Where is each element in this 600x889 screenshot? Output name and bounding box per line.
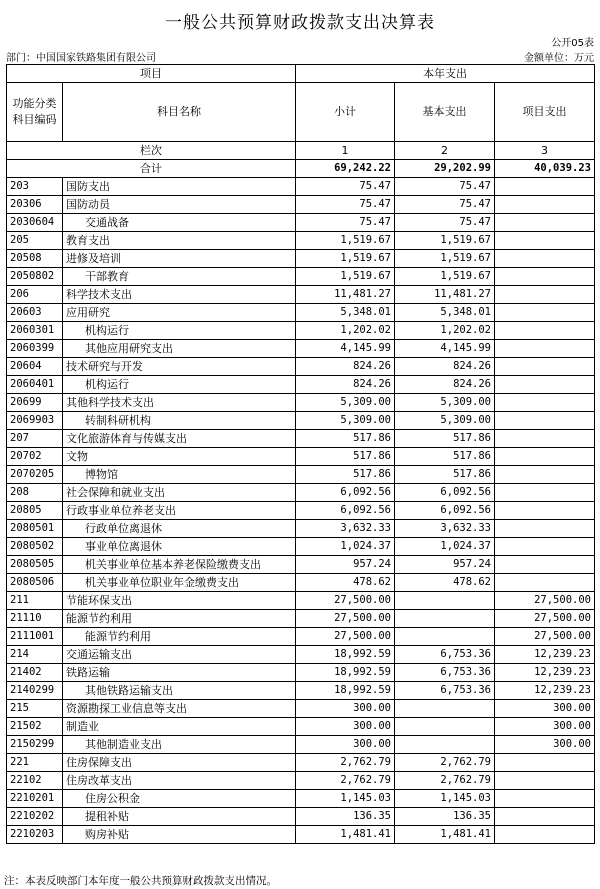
table-row	[7, 700, 595, 718]
row-code: 20603	[7, 304, 63, 322]
table-row	[7, 592, 595, 610]
row-subject-name: 能源节约利用	[63, 610, 296, 628]
row-basic: 478.62	[395, 574, 495, 592]
row-subject-name: 干部教育	[63, 268, 296, 286]
row-basic: 1,202.02	[395, 322, 495, 340]
row-basic: 4,145.99	[395, 340, 495, 358]
table-row	[7, 214, 595, 232]
row-basic: 1,519.67	[395, 268, 495, 286]
table-row	[7, 610, 595, 628]
row-basic: 6,092.56	[395, 484, 495, 502]
row-code: 2070205	[7, 466, 63, 484]
row-project	[495, 466, 595, 484]
row-project	[495, 304, 595, 322]
expenditure-table	[6, 64, 595, 844]
row-subtotal: 75.47	[296, 214, 395, 232]
row-code: 2060401	[7, 376, 63, 394]
row-basic: 824.26	[395, 358, 495, 376]
department-label: 部门：中国国家铁路集团有限公司	[6, 53, 156, 64]
row-subject-name: 国防动员	[63, 196, 296, 214]
total-subtotal: 69,242.22	[296, 160, 395, 178]
column-index-label: 栏次	[7, 142, 296, 160]
table-row	[7, 520, 595, 538]
row-subtotal: 517.86	[296, 430, 395, 448]
row-project: 27,500.00	[495, 628, 595, 646]
row-subject-name: 其他铁路运输支出	[63, 682, 296, 700]
row-code: 208	[7, 484, 63, 502]
table-row	[7, 196, 595, 214]
row-subject-name: 节能环保支出	[63, 592, 296, 610]
row-subject-name: 机构运行	[63, 376, 296, 394]
row-subject-name: 能源节约利用	[63, 628, 296, 646]
row-project	[495, 214, 595, 232]
row-basic: 1,024.37	[395, 538, 495, 556]
row-subject-name: 技术研究与开发	[63, 358, 296, 376]
row-subtotal: 1,519.67	[296, 250, 395, 268]
row-code: 2111001	[7, 628, 63, 646]
row-project	[495, 340, 595, 358]
row-subtotal: 517.86	[296, 448, 395, 466]
row-subtotal: 478.62	[296, 574, 395, 592]
row-subtotal: 5,348.01	[296, 304, 395, 322]
row-subject-name: 机关事业单位基本养老保险缴费支出	[63, 556, 296, 574]
row-basic: 75.47	[395, 178, 495, 196]
row-project: 27,500.00	[495, 610, 595, 628]
row-subject-name: 科学技术支出	[63, 286, 296, 304]
row-subject-name: 铁路运输	[63, 664, 296, 682]
row-subject-name: 文化旅游体育与传媒支出	[63, 430, 296, 448]
row-code: 20702	[7, 448, 63, 466]
row-basic	[395, 592, 495, 610]
row-basic: 136.35	[395, 808, 495, 826]
row-subject-name: 教育支出	[63, 232, 296, 250]
row-project	[495, 178, 595, 196]
row-code: 2060301	[7, 322, 63, 340]
table-row	[7, 574, 595, 592]
row-subject-name: 其他科学技术支出	[63, 394, 296, 412]
row-project	[495, 790, 595, 808]
row-subtotal: 27,500.00	[296, 592, 395, 610]
row-project	[495, 430, 595, 448]
row-subject-name: 其他制造业支出	[63, 736, 296, 754]
row-project	[495, 808, 595, 826]
row-basic: 5,309.00	[395, 412, 495, 430]
row-code: 211	[7, 592, 63, 610]
row-code: 214	[7, 646, 63, 664]
row-subtotal: 5,309.00	[296, 412, 395, 430]
footnote: 注：本表反映部门本年度一般公共预算财政拨款支出情况。	[4, 875, 277, 887]
row-code: 2080506	[7, 574, 63, 592]
row-subtotal: 18,992.59	[296, 646, 395, 664]
row-code: 21502	[7, 718, 63, 736]
row-code: 2210201	[7, 790, 63, 808]
row-basic: 3,632.33	[395, 520, 495, 538]
table-row	[7, 358, 595, 376]
row-subtotal: 75.47	[296, 196, 395, 214]
row-subject-name: 国防支出	[63, 178, 296, 196]
row-basic: 1,481.41	[395, 826, 495, 844]
row-subtotal: 1,519.67	[296, 268, 395, 286]
row-subject-name: 行政事业单位养老支出	[63, 502, 296, 520]
row-subject-name: 文物	[63, 448, 296, 466]
row-subtotal: 6,092.56	[296, 484, 395, 502]
row-project: 27,500.00	[495, 592, 595, 610]
row-project	[495, 196, 595, 214]
row-basic: 6,092.56	[395, 502, 495, 520]
row-subtotal: 4,145.99	[296, 340, 395, 358]
table-row	[7, 682, 595, 700]
row-project	[495, 520, 595, 538]
row-basic: 75.47	[395, 196, 495, 214]
row-code: 205	[7, 232, 63, 250]
row-code: 207	[7, 430, 63, 448]
row-project	[495, 250, 595, 268]
row-basic: 5,348.01	[395, 304, 495, 322]
row-subject-name: 住房改革支出	[63, 772, 296, 790]
row-basic: 6,753.36	[395, 682, 495, 700]
row-subtotal: 27,500.00	[296, 628, 395, 646]
row-basic: 517.86	[395, 466, 495, 484]
table-row	[7, 448, 595, 466]
row-subtotal: 300.00	[296, 700, 395, 718]
row-project	[495, 754, 595, 772]
table-row	[7, 412, 595, 430]
column-index-3: 3	[495, 142, 595, 160]
row-project	[495, 538, 595, 556]
row-code: 2030604	[7, 214, 63, 232]
row-basic	[395, 628, 495, 646]
row-subject-name: 博物馆	[63, 466, 296, 484]
table-row	[7, 826, 595, 844]
row-subtotal: 5,309.00	[296, 394, 395, 412]
header-current-year: 本年支出	[296, 65, 595, 83]
row-project	[495, 502, 595, 520]
table-row	[7, 754, 595, 772]
row-project: 12,239.23	[495, 646, 595, 664]
table-row	[7, 502, 595, 520]
total-label: 合计	[7, 160, 296, 178]
table-row	[7, 628, 595, 646]
row-code: 221	[7, 754, 63, 772]
row-project	[495, 448, 595, 466]
row-project: 12,239.23	[495, 682, 595, 700]
row-subtotal: 27,500.00	[296, 610, 395, 628]
header-item: 项目	[7, 65, 296, 83]
row-basic	[395, 700, 495, 718]
row-subject-name: 制造业	[63, 718, 296, 736]
table-row	[7, 538, 595, 556]
row-code: 20805	[7, 502, 63, 520]
row-project	[495, 484, 595, 502]
row-basic	[395, 610, 495, 628]
row-code: 215	[7, 700, 63, 718]
row-basic: 1,519.67	[395, 232, 495, 250]
table-row	[7, 664, 595, 682]
row-basic: 5,309.00	[395, 394, 495, 412]
row-subtotal: 2,762.79	[296, 772, 395, 790]
row-subtotal: 957.24	[296, 556, 395, 574]
table-row	[7, 790, 595, 808]
table-row	[7, 394, 595, 412]
row-subject-name: 提租补贴	[63, 808, 296, 826]
row-subtotal: 75.47	[296, 178, 395, 196]
row-basic: 1,519.67	[395, 250, 495, 268]
row-project	[495, 826, 595, 844]
row-code: 206	[7, 286, 63, 304]
row-project: 12,239.23	[495, 664, 595, 682]
row-subject-name: 资源勘探工业信息等支出	[63, 700, 296, 718]
row-basic: 11,481.27	[395, 286, 495, 304]
row-project	[495, 772, 595, 790]
row-code: 21110	[7, 610, 63, 628]
table-body	[7, 178, 595, 844]
row-subtotal: 824.26	[296, 376, 395, 394]
row-basic	[395, 736, 495, 754]
row-project	[495, 412, 595, 430]
report-title: 一般公共预算财政拨款支出决算表	[165, 13, 435, 33]
total-basic: 29,202.99	[395, 160, 495, 178]
table-row	[7, 466, 595, 484]
table-row	[7, 808, 595, 826]
row-subtotal: 18,992.59	[296, 682, 395, 700]
table-row	[7, 484, 595, 502]
row-subtotal: 824.26	[296, 358, 395, 376]
row-project	[495, 358, 595, 376]
row-code: 2140299	[7, 682, 63, 700]
row-project	[495, 394, 595, 412]
row-project	[495, 232, 595, 250]
row-code: 2060399	[7, 340, 63, 358]
row-basic: 75.47	[395, 214, 495, 232]
row-code: 2050802	[7, 268, 63, 286]
table-row	[7, 178, 595, 196]
row-project	[495, 286, 595, 304]
row-basic: 6,753.36	[395, 646, 495, 664]
row-subtotal: 1,145.03	[296, 790, 395, 808]
row-code: 20699	[7, 394, 63, 412]
row-code: 22102	[7, 772, 63, 790]
row-subject-name: 机关事业单位职业年金缴费支出	[63, 574, 296, 592]
row-subject-name: 住房公积金	[63, 790, 296, 808]
table-row	[7, 250, 595, 268]
row-subject-name: 应用研究	[63, 304, 296, 322]
row-code: 2150299	[7, 736, 63, 754]
row-subject-name: 购房补贴	[63, 826, 296, 844]
row-code: 2080502	[7, 538, 63, 556]
header-subject-name: 科目名称	[63, 83, 296, 142]
table-row	[7, 718, 595, 736]
row-basic: 6,753.36	[395, 664, 495, 682]
row-project	[495, 376, 595, 394]
row-code: 2210202	[7, 808, 63, 826]
row-subject-name: 其他应用研究支出	[63, 340, 296, 358]
total-project: 40,039.23	[495, 160, 595, 178]
row-subtotal: 1,202.02	[296, 322, 395, 340]
row-subtotal: 300.00	[296, 718, 395, 736]
row-subject-name: 机构运行	[63, 322, 296, 340]
table-row	[7, 376, 595, 394]
row-subtotal: 136.35	[296, 808, 395, 826]
row-code: 2210203	[7, 826, 63, 844]
table-row	[7, 286, 595, 304]
column-index-1: 1	[296, 142, 395, 160]
table-row	[7, 304, 595, 322]
row-subject-name: 交通战备	[63, 214, 296, 232]
row-basic: 957.24	[395, 556, 495, 574]
row-basic: 2,762.79	[395, 772, 495, 790]
table-row	[7, 556, 595, 574]
header-project: 项目支出	[495, 83, 595, 142]
row-subtotal: 2,762.79	[296, 754, 395, 772]
row-subtotal: 300.00	[296, 736, 395, 754]
row-subject-name: 行政单位离退休	[63, 520, 296, 538]
row-subtotal: 1,024.37	[296, 538, 395, 556]
header-basic: 基本支出	[395, 83, 495, 142]
row-basic: 2,762.79	[395, 754, 495, 772]
row-subject-name: 事业单位离退休	[63, 538, 296, 556]
row-code: 203	[7, 178, 63, 196]
row-code: 20306	[7, 196, 63, 214]
row-subject-name: 交通运输支出	[63, 646, 296, 664]
row-project: 300.00	[495, 736, 595, 754]
table-row	[7, 736, 595, 754]
column-index-2: 2	[395, 142, 495, 160]
row-subtotal: 11,481.27	[296, 286, 395, 304]
row-subject-name: 住房保障支出	[63, 754, 296, 772]
row-basic: 517.86	[395, 430, 495, 448]
table-row	[7, 268, 595, 286]
header-subtotal: 小计	[296, 83, 395, 142]
row-basic: 517.86	[395, 448, 495, 466]
row-code: 20508	[7, 250, 63, 268]
row-code: 20604	[7, 358, 63, 376]
table-row	[7, 646, 595, 664]
unit-label: 金额单位：万元	[524, 53, 594, 64]
row-code: 2069903	[7, 412, 63, 430]
row-project	[495, 556, 595, 574]
row-project	[495, 322, 595, 340]
row-subject-name: 社会保障和就业支出	[63, 484, 296, 502]
table-row	[7, 340, 595, 358]
row-subtotal: 1,481.41	[296, 826, 395, 844]
row-subtotal: 1,519.67	[296, 232, 395, 250]
row-basic: 824.26	[395, 376, 495, 394]
row-project: 300.00	[495, 718, 595, 736]
row-project: 300.00	[495, 700, 595, 718]
form-number: 公开05表	[551, 38, 594, 49]
row-basic: 1,145.03	[395, 790, 495, 808]
table-row	[7, 232, 595, 250]
table-row	[7, 430, 595, 448]
header-function-code: 功能分类科目编码	[7, 83, 63, 142]
row-subtotal: 3,632.33	[296, 520, 395, 538]
row-subject-name: 进修及培训	[63, 250, 296, 268]
row-subtotal: 517.86	[296, 466, 395, 484]
row-project	[495, 268, 595, 286]
row-subtotal: 18,992.59	[296, 664, 395, 682]
table-row	[7, 772, 595, 790]
row-subject-name: 转制科研机构	[63, 412, 296, 430]
row-code: 2080505	[7, 556, 63, 574]
table-row	[7, 322, 595, 340]
row-project	[495, 574, 595, 592]
row-code: 2080501	[7, 520, 63, 538]
row-code: 21402	[7, 664, 63, 682]
row-subtotal: 6,092.56	[296, 502, 395, 520]
row-basic	[395, 718, 495, 736]
